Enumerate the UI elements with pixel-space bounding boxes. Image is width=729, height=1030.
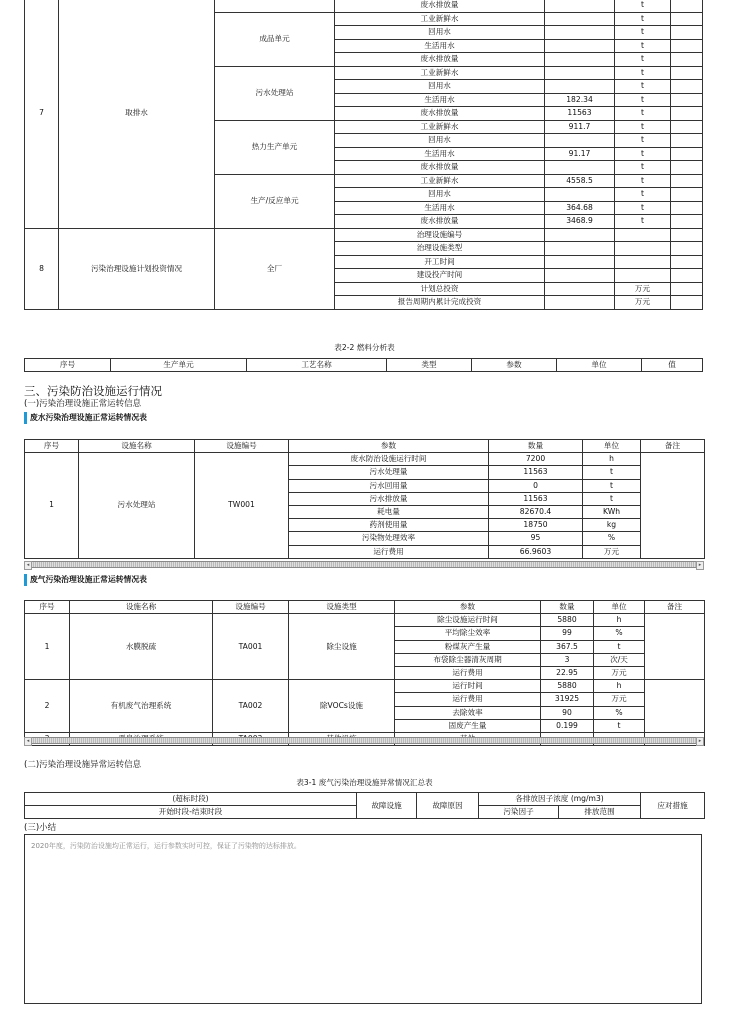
value-cell: [545, 53, 615, 67]
note-cell: [645, 680, 705, 733]
unit-label: %: [594, 706, 645, 719]
param-cell: 回用水: [335, 26, 545, 40]
param-cell: 计划总投资: [335, 282, 545, 296]
exhaust-table-title: 废气污染治理设施正常运转情况表: [24, 574, 147, 586]
unit-label: t: [615, 0, 671, 12]
quantity-cell: 66.9603: [489, 545, 583, 558]
value-cell: [545, 242, 615, 256]
facility-code: TA001: [213, 614, 289, 680]
note-cell: [671, 228, 703, 242]
unit-label: h: [594, 614, 645, 627]
note-cell: [671, 215, 703, 229]
note-cell: [641, 453, 705, 559]
unit-label: t: [615, 93, 671, 107]
fuel-table-caption: 表2-2 燃料分析表: [334, 343, 395, 352]
table-row: [25, 614, 705, 627]
param-cell: 回用水: [335, 134, 545, 148]
row-number: 1: [25, 614, 70, 680]
quantity-cell: 5880: [541, 680, 594, 693]
note-cell: [671, 134, 703, 148]
unit-label: %: [583, 532, 641, 545]
unit-label: t: [583, 466, 641, 479]
param-cell: 治理设施编号: [335, 228, 545, 242]
column-header: 参数: [289, 440, 489, 453]
value-cell: 3468.9: [545, 215, 615, 229]
note-cell: [671, 39, 703, 53]
unit-label: kg: [583, 519, 641, 532]
column-header: 参数: [395, 601, 541, 614]
param-cell: 工业新鲜水: [335, 174, 545, 188]
column-header: 设施名称: [79, 440, 195, 453]
param-cell: 废水排放量: [335, 215, 545, 229]
param-cell: 工业新鲜水: [335, 12, 545, 26]
quantity-cell: 90: [541, 706, 594, 719]
note-cell: [671, 201, 703, 215]
value-cell: [545, 228, 615, 242]
production-unit: 生产/反应单元: [215, 174, 335, 228]
value-cell: [545, 255, 615, 269]
unit-label: t: [615, 161, 671, 175]
row-number: 1: [25, 453, 79, 559]
facility-code: TW001: [195, 453, 289, 559]
range-header: 排放范围: [559, 806, 641, 819]
unit-label: h: [594, 680, 645, 693]
column-header: 生产单元: [111, 359, 247, 372]
value-cell: [545, 0, 615, 12]
header-row: [25, 440, 705, 453]
param-cell: 废水排放量: [335, 107, 545, 121]
summary-textarea[interactable]: [24, 834, 702, 1004]
scroll-left-icon[interactable]: ◂: [24, 737, 32, 746]
row-number: 2: [25, 680, 70, 733]
unit-label: [615, 255, 671, 269]
param-cell: 运行费用: [395, 666, 541, 679]
value-cell: [545, 282, 615, 296]
abnormal-summary-table: [24, 792, 705, 819]
param-cell: 药剂使用量: [289, 519, 489, 532]
unit-label: t: [615, 201, 671, 215]
quantity-cell: 367.5: [541, 640, 594, 653]
exhaust-facility-table: [24, 600, 705, 746]
unit-label: t: [615, 188, 671, 202]
column-header: 类型: [387, 359, 472, 372]
unit-label: [615, 269, 671, 283]
facility-name: 污水处理站: [79, 453, 195, 559]
facility-name: 水膜脱硫: [70, 614, 213, 680]
unit-label: t: [594, 640, 645, 653]
unit-label: [615, 228, 671, 242]
quantity-cell: 5880: [541, 614, 594, 627]
unit-label: 万元: [594, 693, 645, 706]
param-cell: 生活用水: [335, 201, 545, 215]
value-cell: [545, 80, 615, 94]
facility-code: TA002: [213, 680, 289, 733]
column-header: 单位: [557, 359, 642, 372]
note-cell: [671, 174, 703, 188]
param-cell: 废水排放量: [335, 0, 545, 12]
param-cell: 开工时间: [335, 255, 545, 269]
note-cell: [671, 66, 703, 80]
wastewater-facility-table: [24, 439, 705, 559]
param-cell: 污染物处理效率: [289, 532, 489, 545]
note-cell: [671, 296, 703, 310]
note-cell: [671, 282, 703, 296]
subsection-summary: (三)小结: [24, 823, 57, 833]
param-cell: 耗电量: [289, 505, 489, 518]
period-sub-header: 开始时段-结束时段: [25, 806, 357, 819]
param-cell: 粉煤灰产生量: [395, 640, 541, 653]
unit-label: 万元: [615, 296, 671, 310]
note-cell: [671, 242, 703, 256]
note-cell: [671, 188, 703, 202]
facility-name: 有机废气治理系统: [70, 680, 213, 733]
value-cell: [545, 26, 615, 40]
unit-label: t: [615, 134, 671, 148]
subsection-normal-info: (一)污染治理设施正常运转信息: [24, 399, 142, 409]
table-row: [25, 453, 705, 466]
scroll-right-icon[interactable]: ▸: [696, 737, 704, 746]
concentration-header: 各排放因子浓度 (mg/m3): [479, 793, 641, 806]
production-unit: 污水处理站: [215, 66, 335, 120]
unit-label: t: [615, 120, 671, 134]
param-cell: 除尘设施运行时间: [395, 614, 541, 627]
wastewater-table-title: 废水污染治理设施正常运转情况表: [24, 412, 147, 424]
quantity-cell: 3: [541, 653, 594, 666]
note-cell: [671, 12, 703, 26]
column-header: 设施名称: [70, 601, 213, 614]
column-header: 序号: [25, 601, 70, 614]
param-cell: 运行费用: [395, 693, 541, 706]
period-header: (超标时段): [25, 793, 357, 806]
production-unit: 热力生产单元: [215, 120, 335, 174]
param-cell: 废水排放量: [335, 53, 545, 67]
note-cell: [671, 107, 703, 121]
param-cell: 回用水: [335, 80, 545, 94]
unit-label: [615, 242, 671, 256]
unit-label: h: [583, 453, 641, 466]
unit-label: t: [615, 53, 671, 67]
note-cell: [671, 147, 703, 161]
table-row: [25, 0, 703, 12]
param-cell: 布袋除尘器清灰周期: [395, 653, 541, 666]
facility-type: 除尘设施: [289, 614, 395, 680]
quantity-cell: 18750: [489, 519, 583, 532]
quantity-cell: 7200: [489, 453, 583, 466]
value-cell: [545, 188, 615, 202]
note-cell: [671, 120, 703, 134]
subsection-abnormal-info: (二)污染治理设施异常运转信息: [24, 760, 142, 770]
quantity-cell: 99: [541, 627, 594, 640]
fault-facility-header: 故障设施: [357, 793, 417, 819]
value-cell: [545, 161, 615, 175]
quantity-cell: 0.199: [541, 719, 594, 732]
unit-label: t: [615, 66, 671, 80]
measure-header: 应对措施: [641, 793, 705, 819]
header-row: [25, 601, 705, 614]
param-cell: 污水处理量: [289, 466, 489, 479]
column-header: 数量: [489, 440, 583, 453]
quantity-cell: 11563: [489, 492, 583, 505]
column-header: 工艺名称: [247, 359, 387, 372]
quantity-cell: 0: [489, 479, 583, 492]
unit-label: t: [615, 107, 671, 121]
column-header: 单位: [583, 440, 641, 453]
unit-cell: [215, 0, 335, 12]
quantity-cell: 22.95: [541, 666, 594, 679]
production-unit: 成品单元: [215, 12, 335, 66]
unit-label: t: [615, 215, 671, 229]
row-number: 8: [25, 228, 59, 309]
unit-label: 次/天: [594, 653, 645, 666]
value-cell: [545, 134, 615, 148]
scroll-left-icon[interactable]: ◂: [24, 561, 32, 570]
param-cell: 废水防治设施运行时间: [289, 453, 489, 466]
column-header: 序号: [25, 440, 79, 453]
param-cell: 去除效率: [395, 706, 541, 719]
quantity-cell: 31925: [541, 693, 594, 706]
quantity-cell: 11563: [489, 466, 583, 479]
param-cell: 污水回用量: [289, 479, 489, 492]
unit-label: t: [615, 80, 671, 94]
note-cell: [671, 93, 703, 107]
unit-label: t: [615, 39, 671, 53]
unit-label: t: [615, 26, 671, 40]
value-cell: [545, 39, 615, 53]
param-cell: 废水排放量: [335, 161, 545, 175]
scroll-right-icon[interactable]: ▸: [696, 561, 704, 570]
item-name: 污染治理设施计划投资情况: [59, 228, 215, 309]
production-unit: 全厂: [215, 228, 335, 309]
note-cell: [671, 161, 703, 175]
param-cell: 生活用水: [335, 39, 545, 53]
param-cell: 工业新鲜水: [335, 120, 545, 134]
column-header: 数量: [541, 601, 594, 614]
value-cell: 4558.5: [545, 174, 615, 188]
column-header: 单位: [594, 601, 645, 614]
unit-label: t: [583, 479, 641, 492]
value-cell: [545, 66, 615, 80]
unit-label: 万元: [594, 666, 645, 679]
water-intake-table: [24, 0, 703, 310]
table-row: [25, 228, 703, 242]
unit-label: t: [615, 147, 671, 161]
summary-text: 2020年度，污染防治设施均正常运行，运行参数实时可控，保证了污染物的达标排放。: [31, 842, 301, 850]
column-header: 设施编号: [195, 440, 289, 453]
value-cell: 364.68: [545, 201, 615, 215]
horizontal-scrollbar-2[interactable]: [24, 737, 704, 744]
note-cell: [671, 53, 703, 67]
column-header: 设施编号: [213, 601, 289, 614]
unit-label: %: [594, 627, 645, 640]
param-cell: 污水排放量: [289, 492, 489, 505]
column-header: 备注: [645, 601, 705, 614]
value-cell: 91.17: [545, 147, 615, 161]
note-cell: [671, 80, 703, 94]
param-cell: 回用水: [335, 188, 545, 202]
param-cell: 运行费用: [289, 545, 489, 558]
note-cell: [671, 269, 703, 283]
value-cell: [545, 296, 615, 310]
column-header: 参数: [472, 359, 557, 372]
param-cell: 报告周期内累计完成投资: [335, 296, 545, 310]
column-header: 值: [642, 359, 703, 372]
facility-type: 除VOCs设施: [289, 680, 395, 733]
fault-reason-header: 故障原因: [417, 793, 479, 819]
param-cell: 治理设施类型: [335, 242, 545, 256]
abnormal-table-caption: 表3-1 废气污染治理设施异常情况汇总表: [296, 778, 433, 787]
table-row: [25, 680, 705, 693]
param-cell: 工业新鲜水: [335, 66, 545, 80]
note-cell: [671, 255, 703, 269]
unit-label: t: [594, 719, 645, 732]
unit-label: 万元: [583, 545, 641, 558]
unit-label: t: [583, 492, 641, 505]
quantity-cell: 95: [489, 532, 583, 545]
row-number: 7: [25, 0, 59, 228]
param-cell: 生活用水: [335, 147, 545, 161]
value-cell: [545, 269, 615, 283]
column-header: 序号: [25, 359, 111, 372]
value-cell: 182.34: [545, 93, 615, 107]
unit-label: t: [615, 174, 671, 188]
note-cell: [671, 26, 703, 40]
item-name: 取排水: [59, 0, 215, 228]
param-cell: 运行时间: [395, 680, 541, 693]
param-cell: 固废产生量: [395, 719, 541, 732]
param-cell: 建设投产时间: [335, 269, 545, 283]
unit-label: 万元: [615, 282, 671, 296]
section-title: 三、污染防治设施运行情况: [24, 384, 162, 398]
factor-header: 污染因子: [479, 806, 559, 819]
column-header: 备注: [641, 440, 705, 453]
note-cell: [671, 0, 703, 12]
quantity-cell: 82670.4: [489, 505, 583, 518]
param-cell: 平均除尘效率: [395, 627, 541, 640]
param-cell: 生活用水: [335, 93, 545, 107]
horizontal-scrollbar[interactable]: [24, 561, 704, 568]
value-cell: 11563: [545, 107, 615, 121]
column-header: 设施类型: [289, 601, 395, 614]
value-cell: [545, 12, 615, 26]
value-cell: 911.7: [545, 120, 615, 134]
unit-label: t: [615, 12, 671, 26]
unit-label: KWh: [583, 505, 641, 518]
note-cell: [645, 614, 705, 680]
fuel-analysis-table: [24, 358, 703, 372]
